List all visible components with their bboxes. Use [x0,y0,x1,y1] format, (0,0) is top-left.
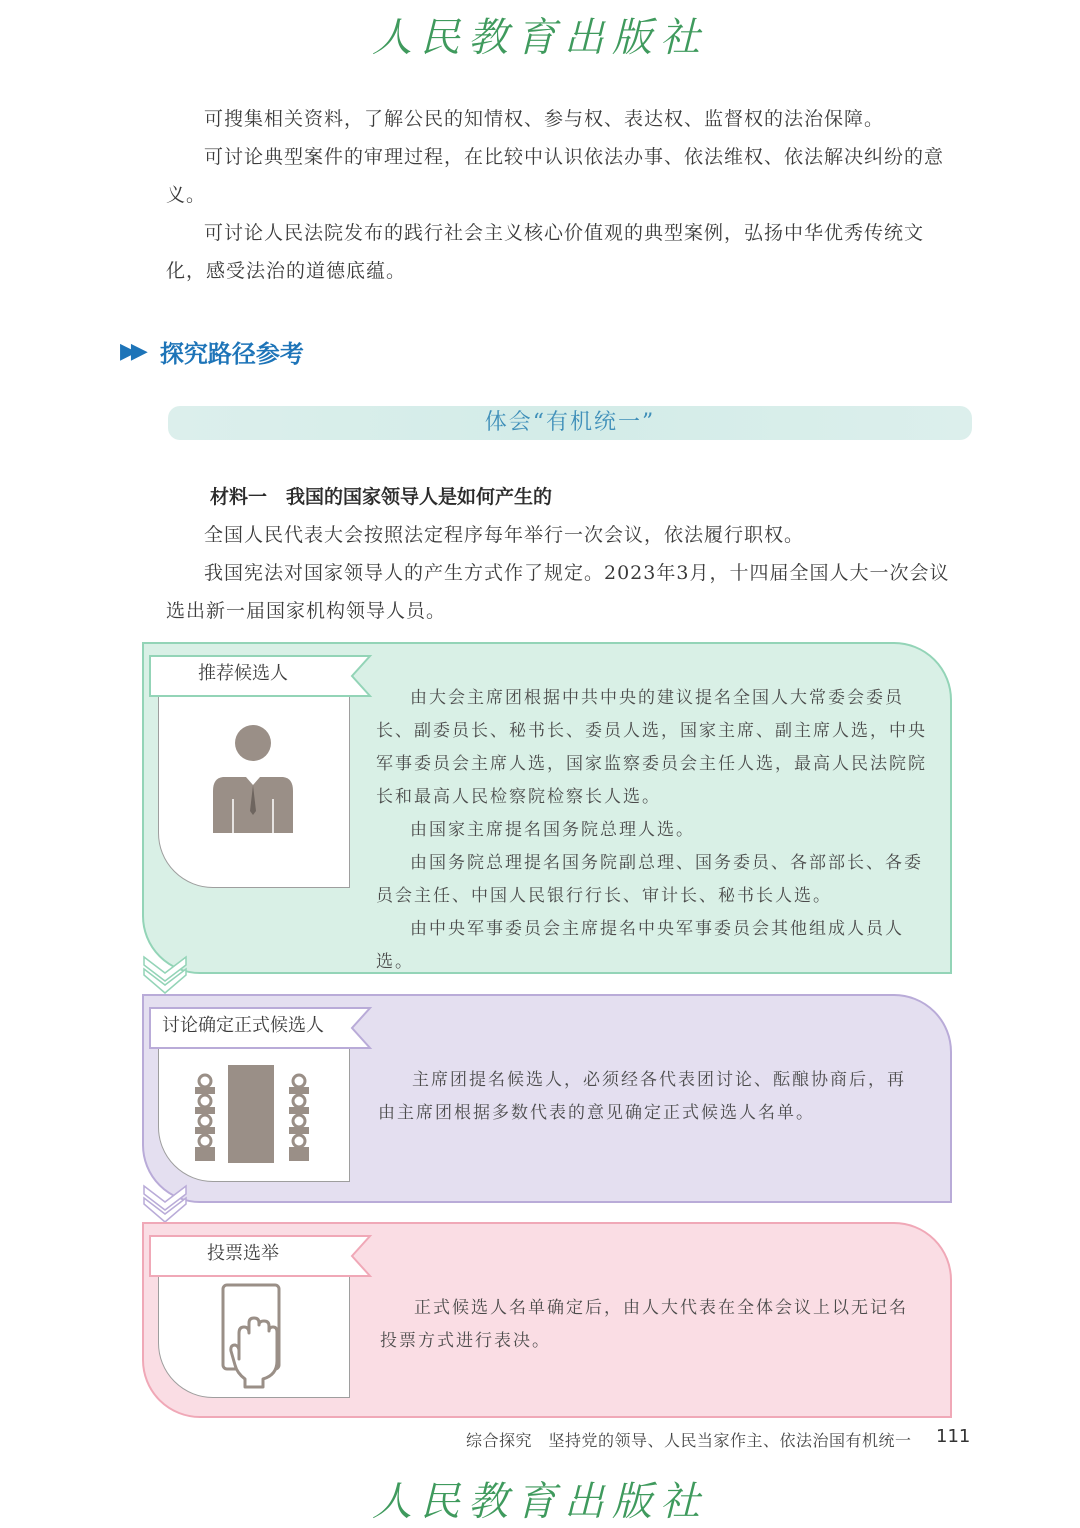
intro-paragraph-2: 可讨论典型案件的审理过程，在比较中认识依法办事、依法维权、依法解决纠纷的意义。 [166,146,945,206]
step-label-vote: 投票选举 [207,1243,279,1264]
step-text-vote [380,1292,912,1358]
step-text-nominate [376,682,928,979]
double-arrow-icon: ▶▶ [120,339,142,364]
step-tag-nominate [148,654,374,702]
down-chevron-arrow-icon [142,955,188,995]
publisher-logo-bottom: 人民教育出版社 [372,1479,708,1525]
intro-paragraph-1: 可搜集相关资料，了解公民的知情权、参与权、表达权、监督权的法治保障。 [204,108,885,130]
material-title: 材料一 我国的国家领导人是如何产生的 [210,486,553,508]
step-paragraph: 由国务院总理提名国务院副总理、国务委员、各部部长、各委员会主任、中国人民银行行长、审计长、秘书长人选。 [376,853,923,906]
step-label-nominate: 推荐候选人 [198,663,288,684]
down-chevron-arrow-icon [142,1184,188,1224]
step-tag-discuss [148,1006,374,1054]
meeting-icon [159,1035,349,1181]
section-heading [120,334,304,369]
step-label-discuss: 讨论确定正式候选人 [162,1015,324,1036]
material-paragraph-2: 我国宪法对国家领导人的产生方式作了规定。2023年3月，十四届全国人大一次会议选出新一届国家机构领导人员。 [166,562,950,622]
page-number: 111 [936,1426,971,1447]
step-paragraph: 由大会主席团根据中共中央的建议提名全国人大常委会委员长、副委员长、秘书长、委员人选，国家主席、副主席人选，中央军事委员会主席人选，国家监察委员会主任人选，最高人民法院院长和最高人民检察院检察长人选。 [376,688,927,807]
voting-hand-icon [159,1263,349,1397]
material-paragraph-1: 全国人民代表大会按照法定程序每年举行一次会议，依法履行职权。 [204,524,805,546]
step-icon-box-discuss [158,1034,350,1182]
step-icon-box-nominate [158,680,350,888]
section-title: 探究路径参考 [159,340,304,368]
step-paragraph: 主席团提名候选人，必须经各代表团讨论、酝酿协商后，再由主席团根据多数代表的意见确定正式候选人名单。 [378,1070,906,1123]
publisher-logo-top: 人民教育出版社 [372,15,708,61]
step-paragraph: 由中央军事委员会主席提名中央军事委员会其他组成人员人选。 [376,919,904,972]
step-tag-vote [148,1234,374,1282]
topic-banner: 体会“有机统一” [168,406,972,440]
step-paragraph: 由国家主席提名国务院总理人选。 [410,820,695,840]
person-icon [159,681,349,887]
step-paragraph: 正式候选人名单确定后，由人大代表在全体会议上以无记名投票方式进行表决。 [380,1298,908,1351]
step-text-discuss [378,1064,912,1130]
intro-paragraph-3: 可讨论人民法院发布的践行社会主义核心价值观的典型案例，弘扬中华优秀传统文化，感受法治的道德底蕴。 [166,222,925,282]
step-icon-box-vote [158,1262,350,1398]
footer-chapter-title: 综合探究 坚持党的领导、人民当家作主、依法治国有机统一 [466,1431,912,1450]
